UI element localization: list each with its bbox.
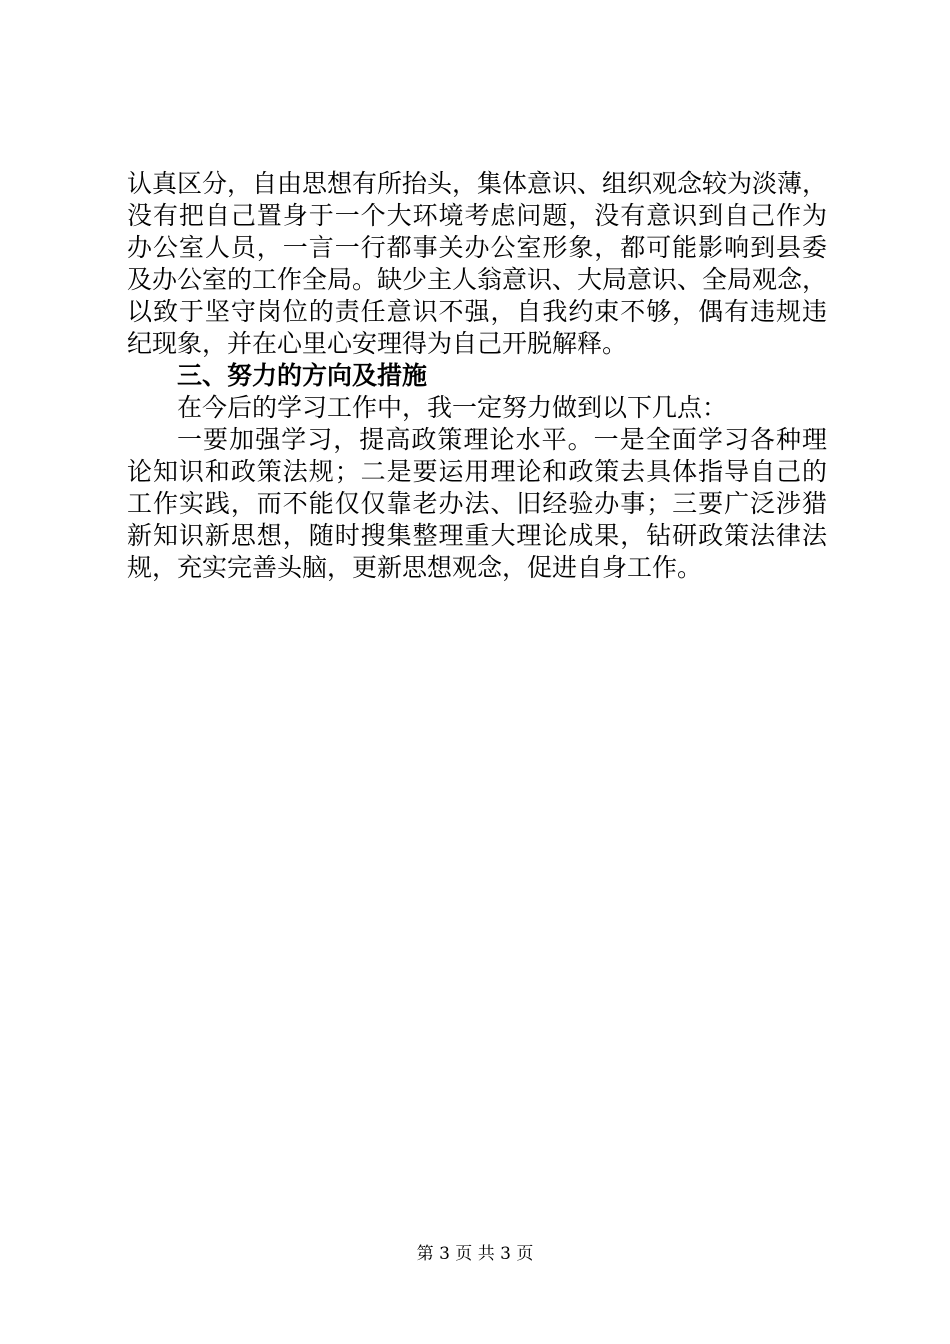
paragraph-3-line-4: 新知识新思想，随时搜集整理重大理论成果，钻研政策法律法 — [127, 521, 827, 550]
paragraph-2: 在今后的学习工作中，我一定努力做到以下几点： — [177, 393, 728, 422]
paragraph-1-line-3: 办公室人员，一言一行都事关办公室形象，都可能影响到县委 — [127, 233, 827, 262]
paragraph-1-line-1: 认真区分，自由思想有所抬头，集体意识、组织观念较为淡薄， — [127, 169, 828, 198]
section-heading: 三、努力的方向及措施 — [177, 361, 428, 390]
document-body — [127, 168, 827, 584]
paragraph-3-line-2: 论知识和政策法规；二是要运用理论和政策去具体指导自己的 — [127, 457, 827, 486]
paragraph-1-line-5: 以致于坚守岗位的责任意识不强，自我约束不够，偶有违规违 — [127, 297, 827, 326]
paragraph-3-line-3: 工作实践，而不能仅仅靠老办法、旧经验办事；三要广泛涉猎 — [127, 489, 827, 518]
paragraph-3-line-5: 规，充实完善头脑，更新思想观念，促进自身工作。 — [127, 553, 703, 582]
paragraph-3-line-1: 一要加强学习，提高政策理论水平。一是全面学习各种理 — [177, 425, 827, 454]
paragraph-1-line-2: 没有把自己置身于一个大环境考虑问题，没有意识到自己作为 — [127, 201, 827, 230]
paragraph-1-line-6: 纪现象，并在心里心安理得为自己开脱解释。 — [127, 329, 628, 358]
page-number-footer: 第 3 页 共 3 页 — [416, 1244, 534, 1264]
paragraph-1-line-4: 及办公室的工作全局。缺少主人翁意识、大局意识、全局观念， — [127, 265, 828, 294]
